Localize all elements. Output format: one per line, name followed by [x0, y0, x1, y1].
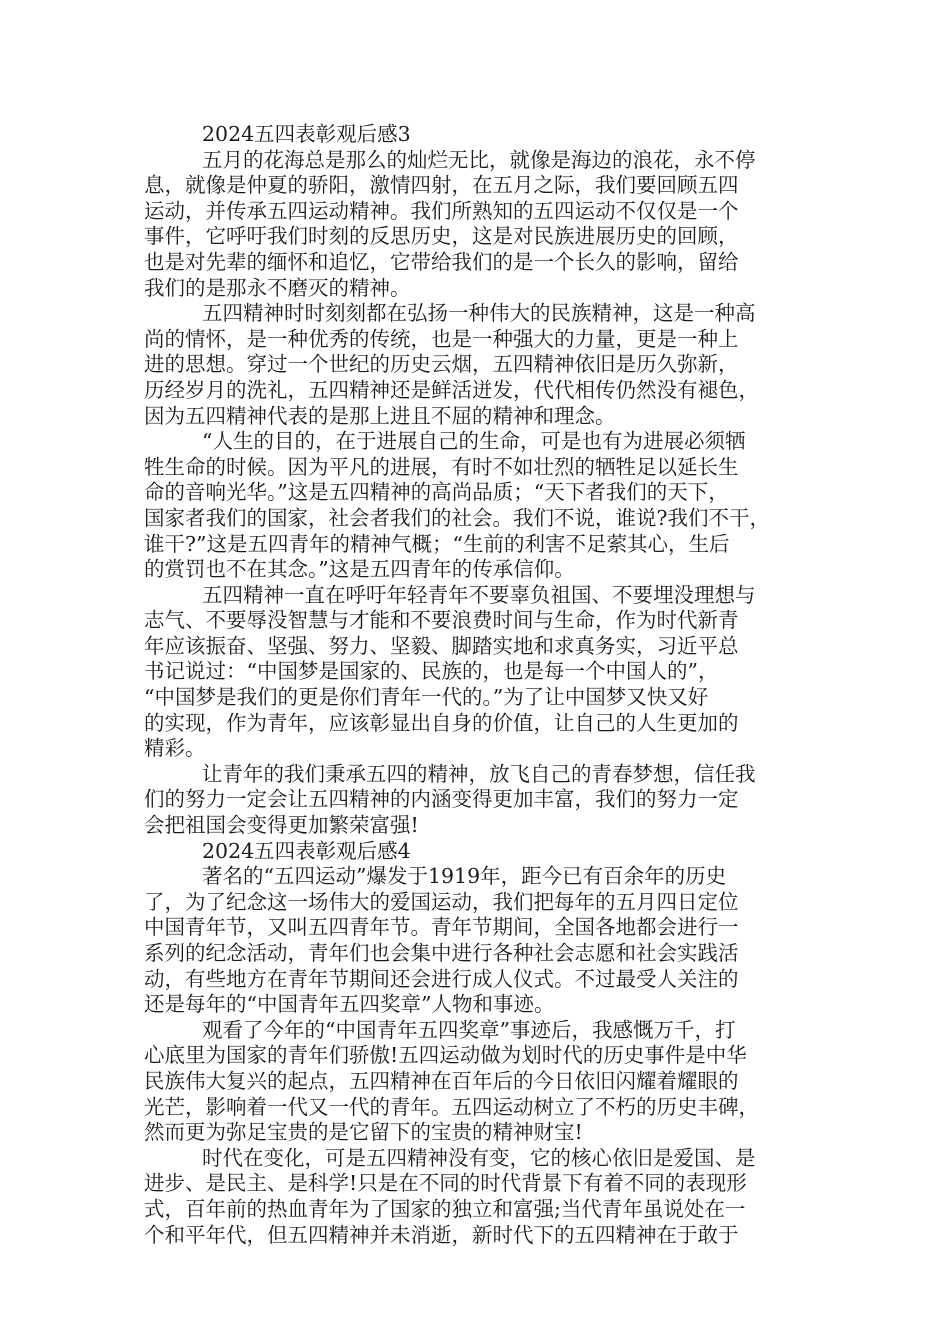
text-line: 五四精神时时刻刻都在弘扬一种伟大的民族精神，这是一种高 — [202, 301, 756, 326]
text-line: 息，就像是仲夏的骄阳，激情四射，在五月之际，我们要回顾五四 — [144, 173, 739, 198]
text-line: 还是每年的“中国青年五四奖章”人物和事迹。 — [144, 992, 555, 1017]
text-line: 了，为了纪念这一场伟大的爱国运动，我们把每年的五月四日定位 — [144, 889, 739, 914]
text-line: 2024五四表彰观后感4 — [202, 838, 411, 863]
text-line: “中国梦是我们的更是你们青年一代的。”为了让中国梦又快又好 — [144, 685, 709, 710]
text-line: 谁干?”这是五四青年的精神气概；“生前的利害不足萦其心，生后 — [144, 531, 730, 556]
text-line: 民族伟大复兴的起点，五四精神在百年后的今日依旧闪耀着耀眼的 — [144, 1068, 739, 1093]
text-line: 的实现，作为青年，应该彰显出自身的价值，让自己的人生更加的 — [144, 710, 739, 735]
text-line: 也是对先辈的缅怀和追忆，它带给我们的是一个长久的影响，留给 — [144, 249, 739, 274]
text-line: 中国青年节，又叫五四青年节。青年节期间，全国各地都会进行一 — [144, 915, 739, 940]
text-line: 国家者我们的国家，社会者我们的社会。我们不说，谁说?我们不干， — [144, 505, 770, 530]
text-line: 个和平年代，但五四精神并未消逝，新时代下的五四精神在于敢于 — [144, 1222, 739, 1247]
text-line: 然而更为弥足宝贵的是它留下的宝贵的精神财宝! — [144, 1120, 583, 1145]
text-line: 我们的是那永不磨灭的精神。 — [144, 275, 411, 300]
text-line: 因为五四精神代表的是那上进且不屈的精神和理念。 — [144, 403, 616, 428]
text-line: 五月的花海总是那么的灿烂无比，就像是海边的浪花，永不停 — [202, 147, 756, 172]
text-line: 心底里为国家的青年们骄傲!五四运动做为划时代的历史事件是中华 — [144, 1043, 747, 1068]
text-line: 志气、不要辱没智慧与才能和不要浪费时间与生命，作为时代新青 — [144, 608, 739, 633]
text-line: 观看了今年的“中国青年五四奖章”事迹后，我感慨万千，打 — [202, 1017, 736, 1042]
text-line: 们的努力一定会让五四精神的内涵变得更加丰富，我们的努力一定 — [144, 787, 739, 812]
text-line: 事件，它呼吁我们时刻的反思历史，这是对民族进展历史的回顾， — [144, 224, 739, 249]
text-line: 会把祖国会变得更加繁荣富强! — [144, 813, 419, 838]
text-line: 2024五四表彰观后感3 — [202, 122, 411, 146]
text-line: 光芒，影响着一代又一代的青年。五四运动树立了不朽的历史丰碑， — [144, 1094, 759, 1119]
text-line: 动，有些地方在青年节期间还会进行成人仪式。不过最受人关注的 — [144, 966, 739, 991]
text-line: 系列的纪念活动，青年们也会集中进行各种社会志愿和社会实践活 — [144, 941, 739, 965]
text-line: 式，百年前的热血青年为了国家的独立和富强;当代青年虽说处在一 — [144, 1196, 746, 1221]
text-line: 年应该振奋、坚强、努力、坚毅、脚踏实地和求真务实，习近平总 — [144, 633, 739, 658]
text-line: 牲生命的时候。因为平凡的进展，有时不如壮烈的牺牲足以延长生 — [144, 454, 739, 479]
text-line: 书记说过：“中国梦是国家的、民族的，也是每一个中国人的”， — [144, 659, 719, 684]
text-line: 运动，并传承五四运动精神。我们所熟知的五四运动不仅仅是一个 — [144, 198, 739, 223]
document-page — [144, 122, 812, 1248]
text-line: 精彩。 — [144, 736, 206, 761]
text-line: 进的思想。穿过一个世纪的历史云烟，五四精神依旧是历久弥新， — [144, 352, 739, 377]
text-line: 五四精神一直在呼吁年轻青年不要辜负祖国、不要埋没理想与 — [202, 582, 756, 607]
text-line: 让青年的我们秉承五四的精神，放飞自己的青春梦想，信任我 — [202, 761, 756, 786]
text-line: 历经岁月的洗礼，五四精神还是鲜活迸发，代代相传仍然没有褪色， — [144, 377, 759, 402]
text-line: 进步、是民主、是科学!只是在不同的时代背景下有着不同的表现形 — [144, 1171, 747, 1196]
text-line: 命的音响光华。”这是五四精神的高尚品质；“天下者我们的天下， — [144, 480, 729, 505]
text-line: 的赏罚也不在其念。”这是五四青年的传承信仰。 — [144, 557, 575, 582]
text-line: 尚的情怀，是一种优秀的传统，也是一种强大的力量，更是一种上 — [144, 326, 739, 351]
text-line: 时代在变化，可是五四精神没有变，它的核心依旧是爱国、是 — [202, 1145, 756, 1170]
text-line: 著名的“五四运动”爆发于1919年，距今已有百余年的历史 — [202, 864, 727, 889]
text-line: “人生的目的，在于进展自己的生命，可是也有为进展必须牺 — [202, 429, 746, 454]
